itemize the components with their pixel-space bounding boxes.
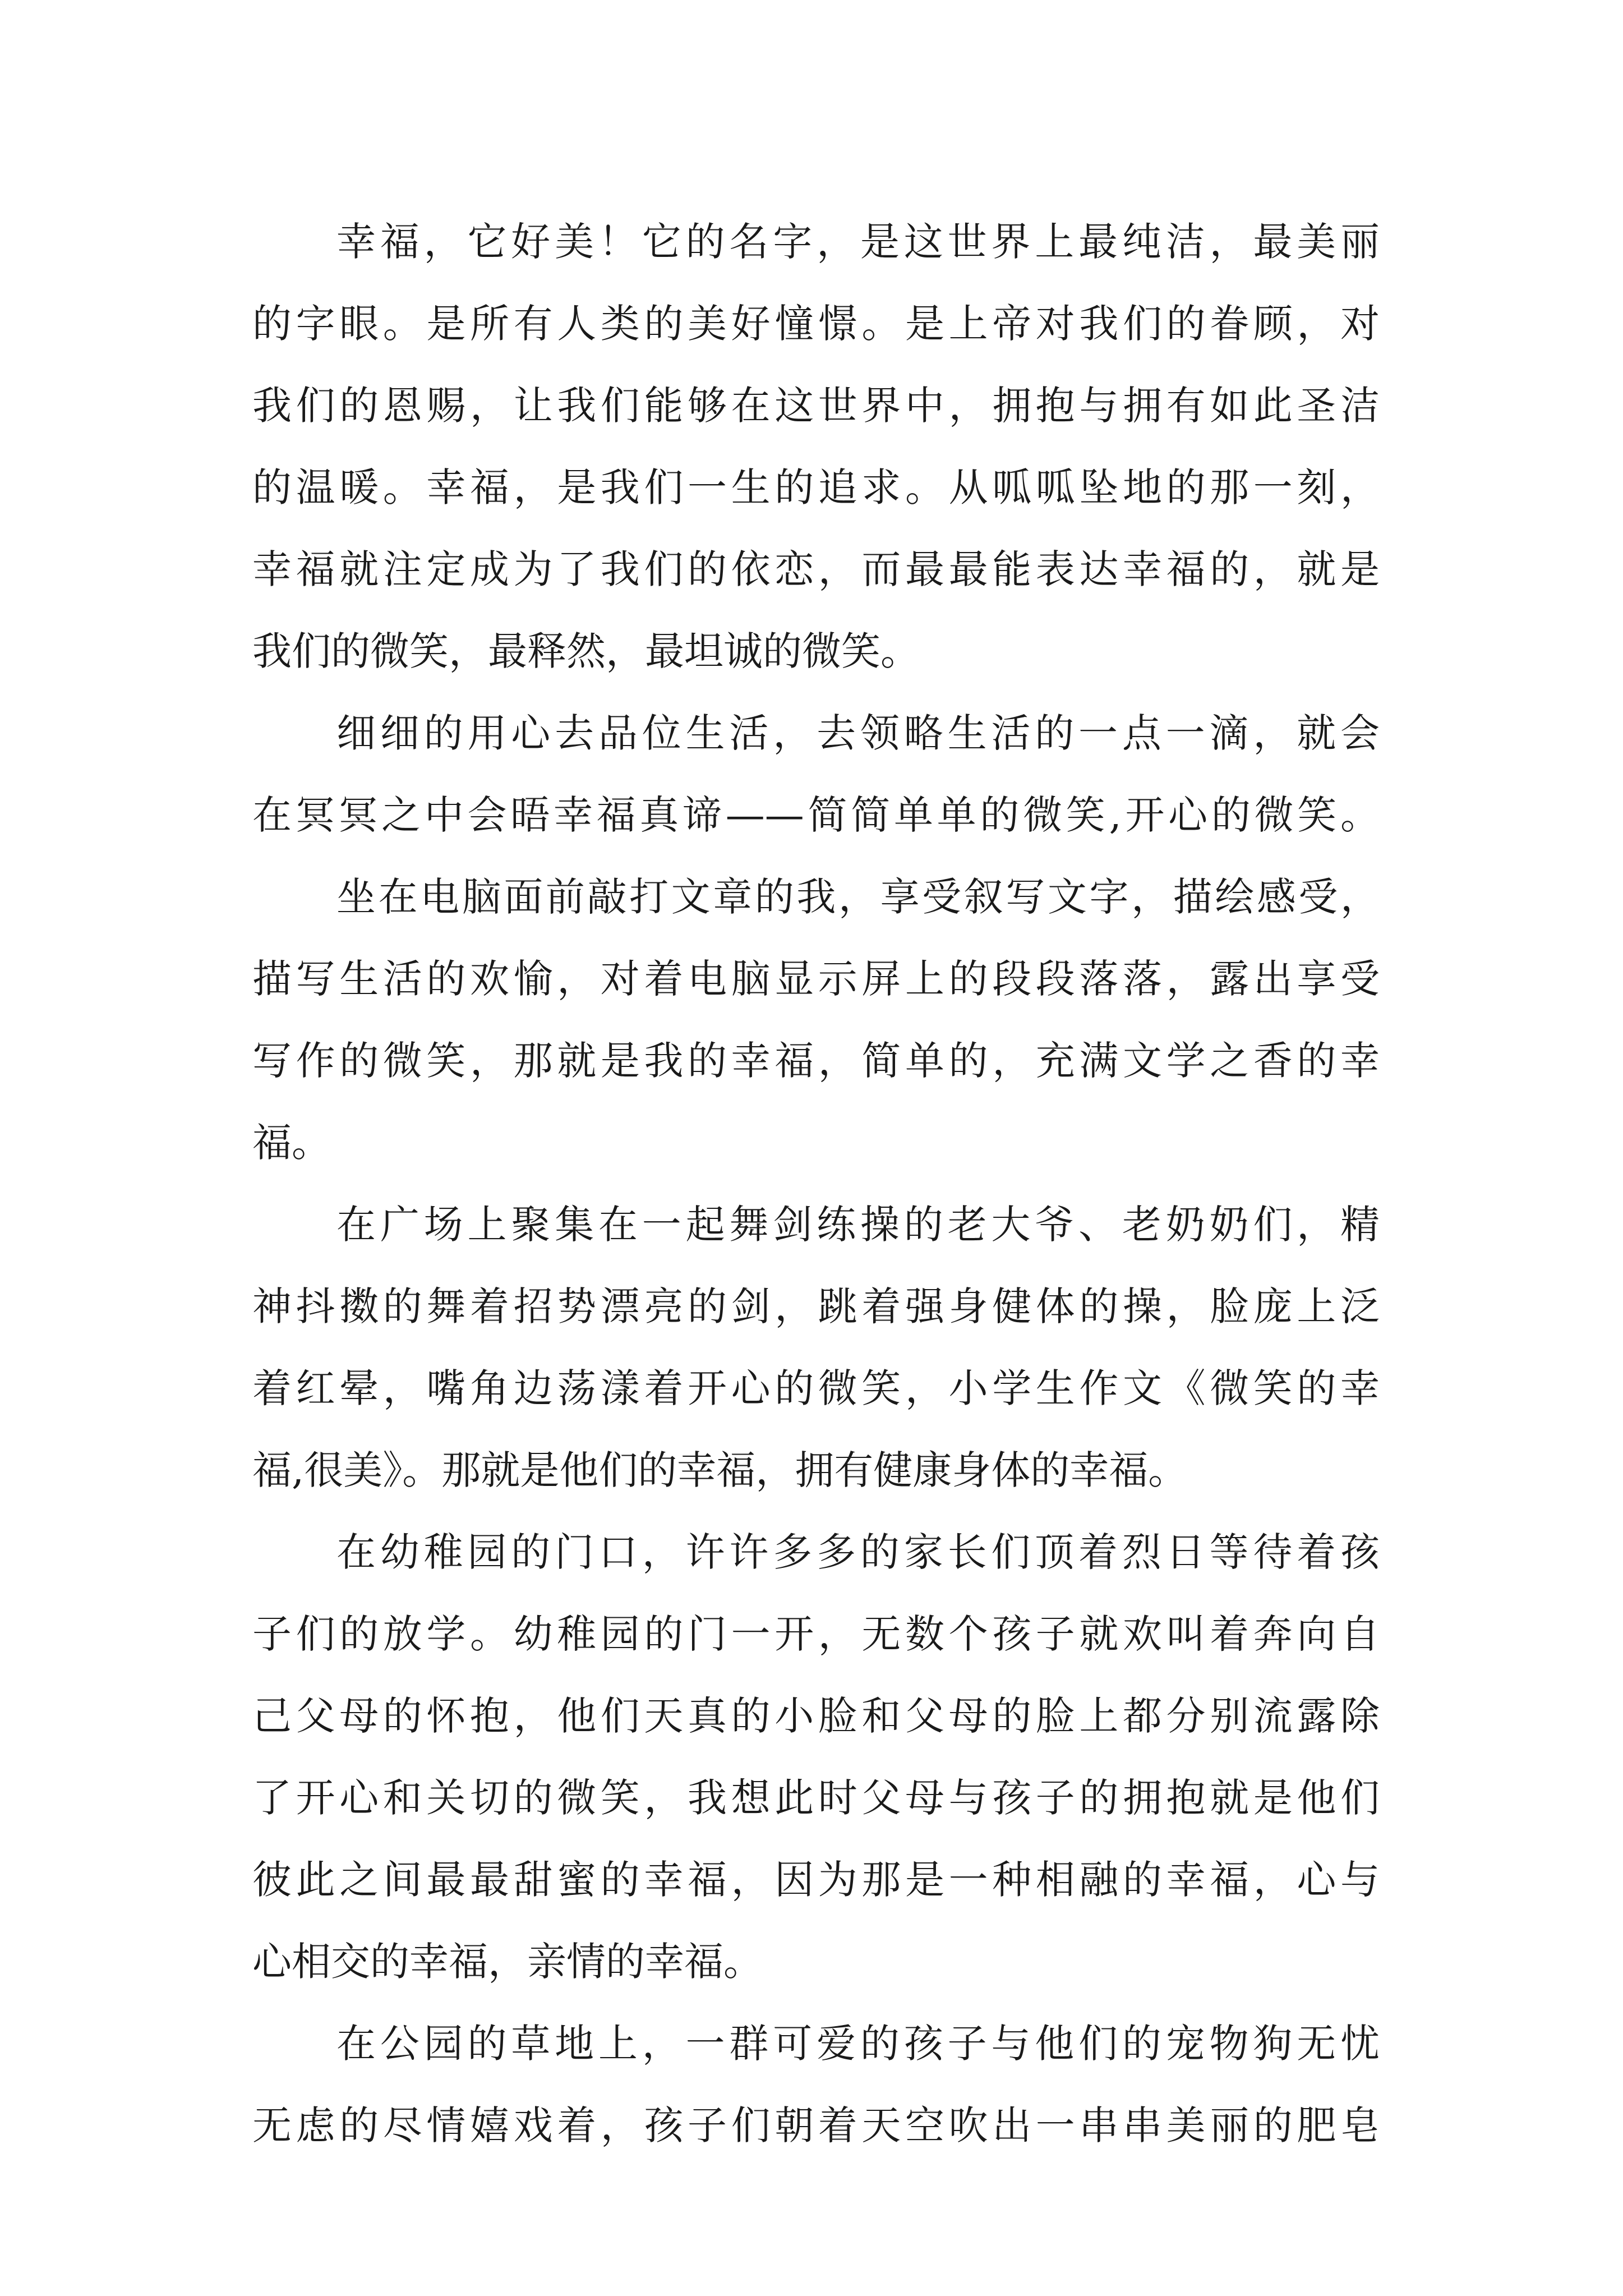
text-line: 细细的用心去品位生活，去领略生活的一点一滴，就会 (336, 710, 1380, 756)
text-line: 着红晕，嘴角边荡漾着开心的微笑，小学生作文《微笑的幸 (252, 1365, 1380, 1411)
text-line: 神抖擞的舞着招势漂亮的剑，跳着强身健体的操，脸庞上泛 (252, 1283, 1380, 1329)
text-line: 了开心和关切的微笑，我想此时父母与孩子的拥抱就是他们 (252, 1775, 1380, 1821)
text-line: 描写生活的欢愉，对着电脑显示屏上的段段落落，露出享受 (252, 956, 1380, 1002)
text-line: 在幼稚园的门口，许许多多的家长们顶着烈日等待着孩 (336, 1529, 1380, 1575)
text-line: 己父母的怀抱，他们天真的小脸和父母的脸上都分别流露除 (252, 1693, 1380, 1739)
text-line: 写作的微笑，那就是我的幸福，简单的，充满文学之香的幸 (252, 1038, 1380, 1084)
essay-body (252, 201, 1380, 2166)
text-line: 福,很美》。那就是他们的幸福，拥有健康身体的幸福。 (252, 1447, 1188, 1493)
text-line: 在冥冥之中会晤幸福真谛——简简单单的微笑,开心的微笑。 (252, 792, 1380, 838)
text-line: 在公园的草地上，一群可爱的孩子与他们的宠物狗无忧 (336, 2021, 1380, 2067)
text-line: 无虑的尽情嬉戏着，孩子们朝着天空吹出一串串美丽的肥皂 (252, 2102, 1380, 2148)
text-line: 彼此之间最最甜蜜的幸福，因为那是一种相融的幸福，心与 (252, 1857, 1380, 1903)
text-line: 坐在电脑面前敲打文章的我，享受叙写文字，描绘感受， (336, 874, 1380, 920)
text-line: 我们的恩赐，让我们能够在这世界中，拥抱与拥有如此圣洁 (252, 383, 1380, 429)
text-line: 的温暖。幸福，是我们一生的追求。从呱呱坠地的那一刻， (252, 464, 1380, 510)
text-line: 我们的微笑，最释然，最坦诚的微笑。 (252, 628, 920, 674)
text-line: 在广场上聚集在一起舞剑练操的老大爷、老奶奶们，精 (336, 1202, 1380, 1248)
text-line: 幸福就注定成为了我们的依恋，而最最能表达幸福的，就是 (252, 546, 1380, 592)
text-line: 心相交的幸福，亲情的幸福。 (252, 1939, 763, 1985)
text-line: 的字眼。是所有人类的美好憧憬。是上帝对我们的眷顾，对 (252, 301, 1380, 347)
text-line: 幸福，它好美！它的名字，是这世界上最纯洁，最美丽 (336, 219, 1380, 265)
text-line: 福。 (252, 1120, 331, 1166)
text-line: 子们的放学。幼稚园的门一开，无数个孩子就欢叫着奔向自 (252, 1611, 1380, 1657)
